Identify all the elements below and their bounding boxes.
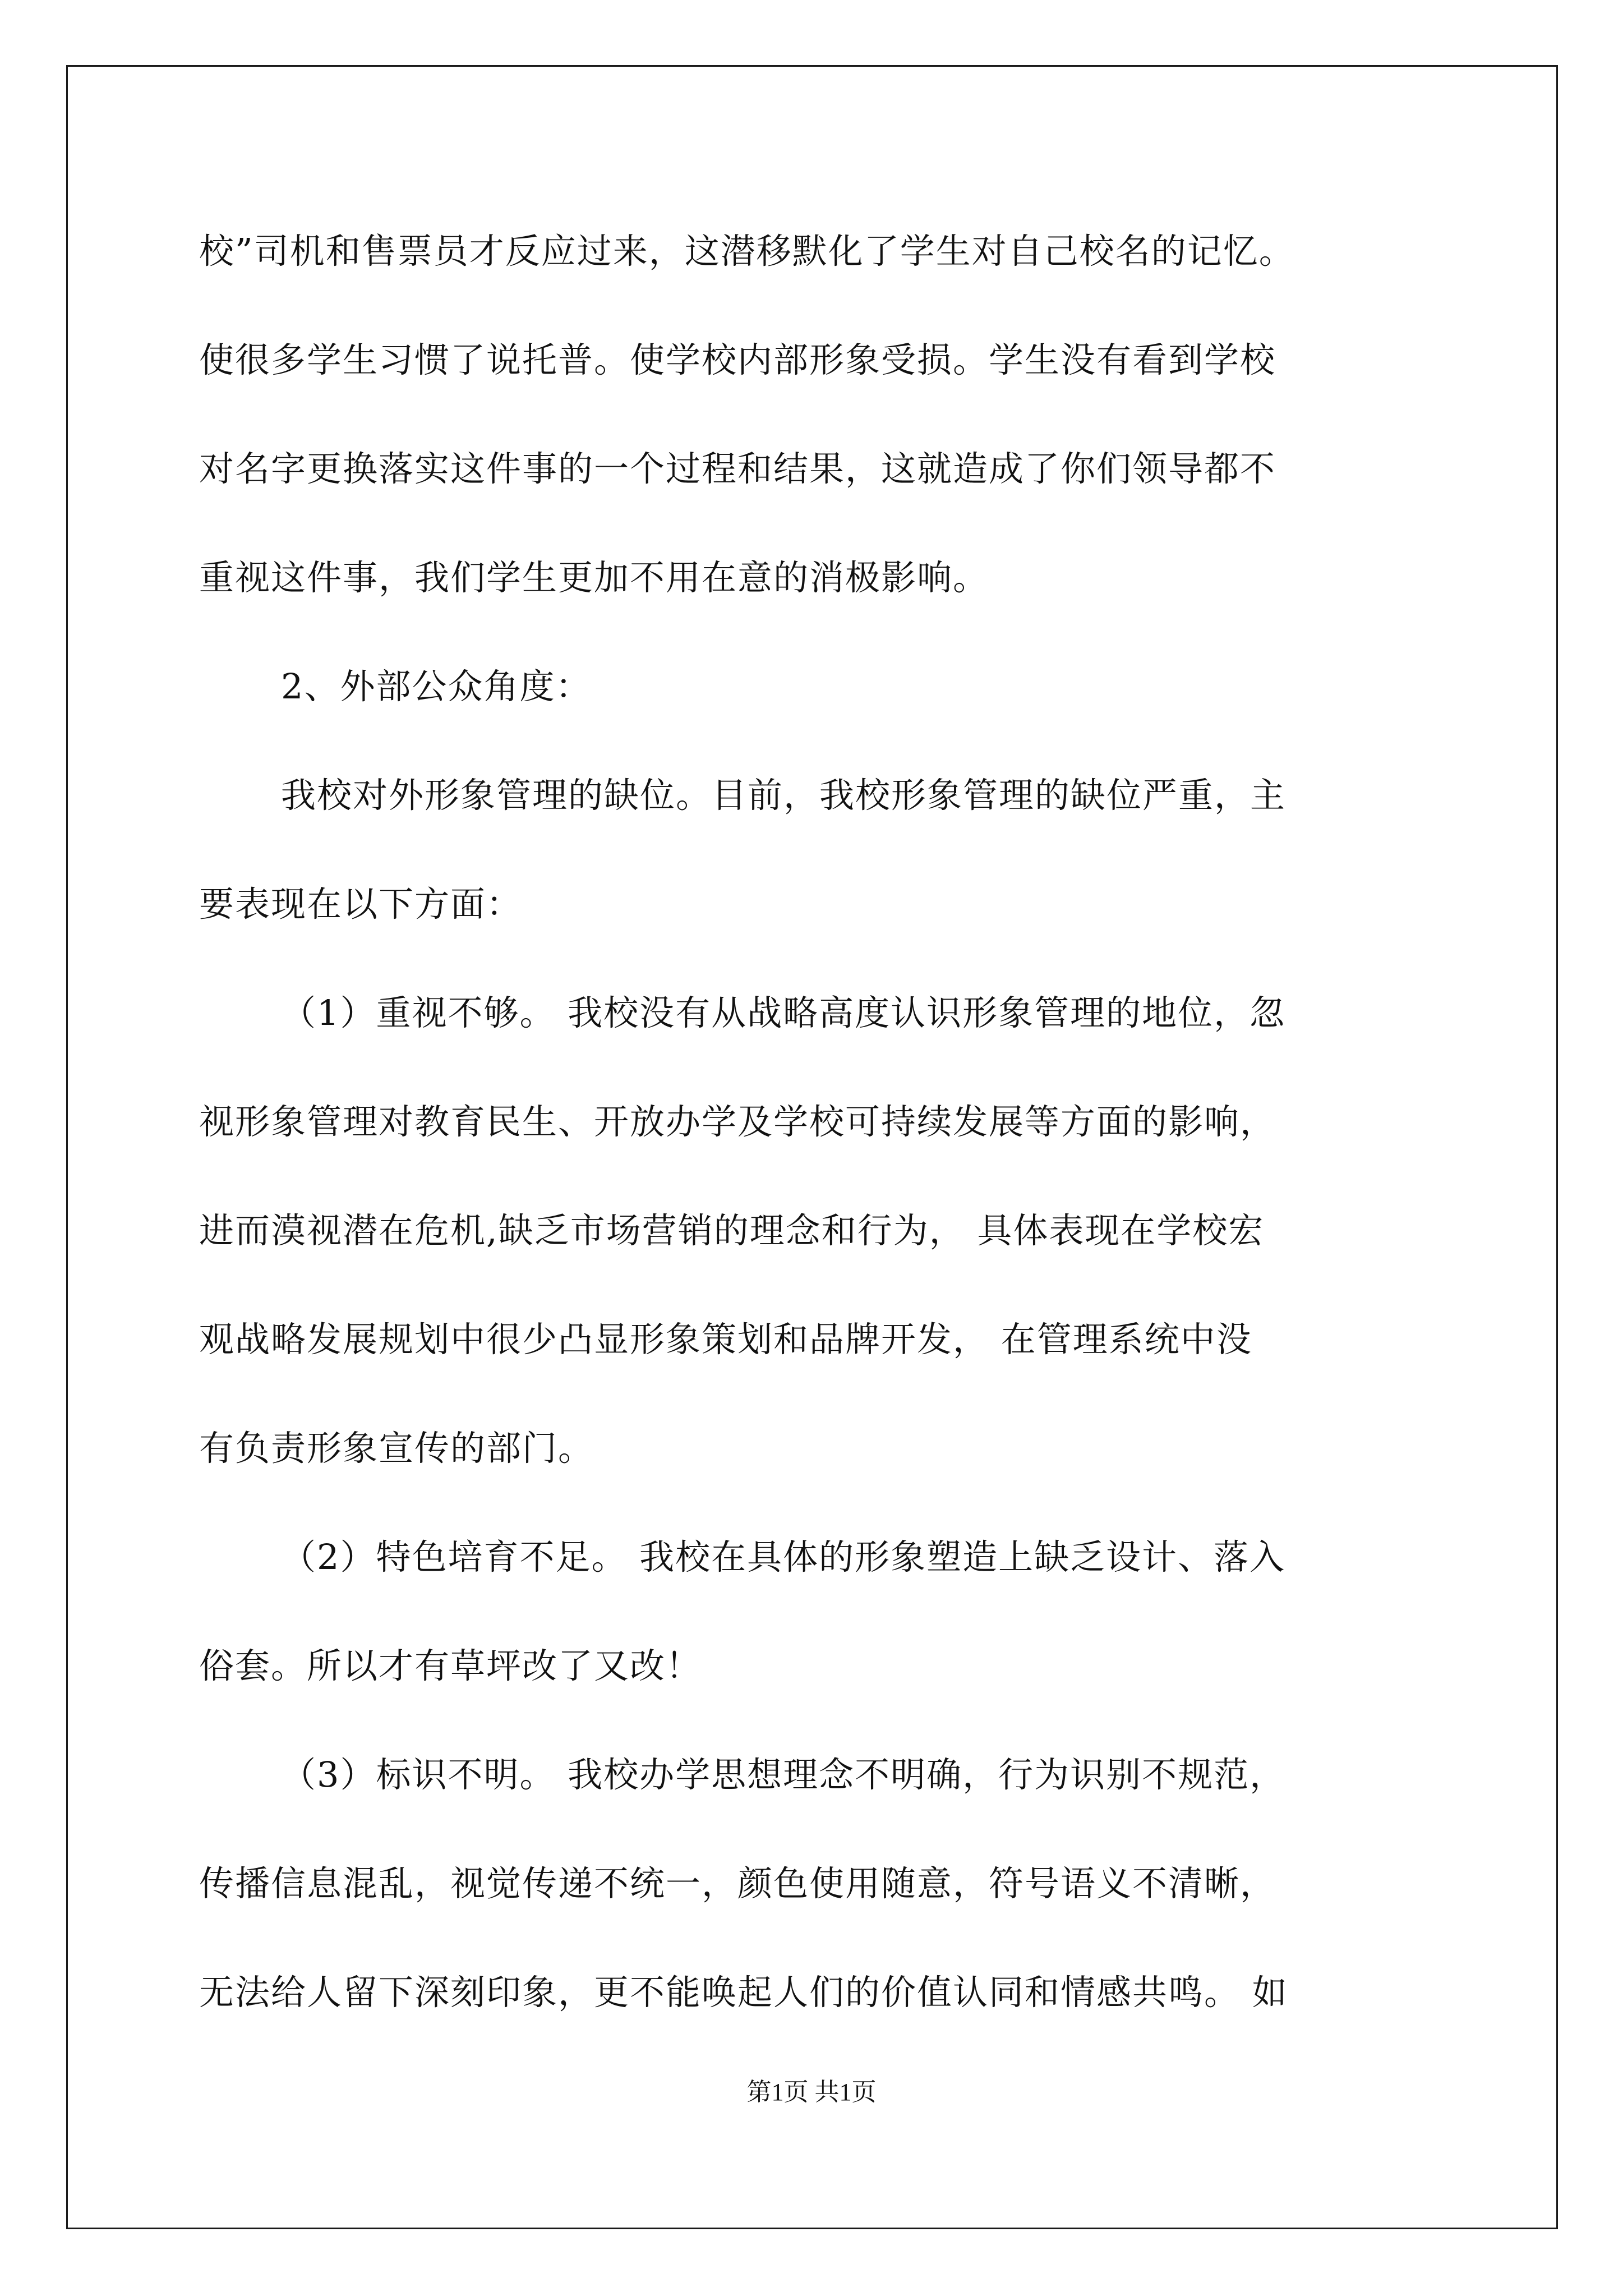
text-line: 传播信息混乱，视觉传递不统一，颜色使用随意，符号语义不清晰，	[199, 1863, 1276, 1904]
text-line: （1）重视不够。 我校没有从战略高度认识形象管理的地位，忽	[281, 992, 1286, 1033]
text-line: （2）特色培育不足。 我校在具体的形象塑造上缺乏设计、落入	[281, 1536, 1286, 1577]
text-line: 视形象管理对教育民生、开放办学及学校可持续发展等方面的影响，	[199, 1101, 1276, 1142]
text-line: （3）标识不明。 我校办学思想理念不明确，行为识别不规范，	[281, 1754, 1286, 1795]
text-line: 使很多学生习惯了说托普。使学校内部形象受损。学生没有看到学校	[199, 339, 1276, 380]
text-line: 观战略发展规划中很少凸显形象策划和品牌开发， 在管理系统中没	[199, 1319, 1252, 1360]
text-line: 俗套。所以才有草坪改了又改！	[199, 1645, 702, 1686]
text-line: 对名字更换落实这件事的一个过程和结果，这就造成了你们领导都不	[199, 448, 1276, 489]
text-line: 重视这件事，我们学生更加不用在意的消极影响。	[199, 557, 989, 598]
text-line: 进而漠视潜在危机,缺乏市场营销的理念和行为， 具体表现在学校宏	[199, 1210, 1265, 1251]
text-line: 校”司机和售票员才反应过来，这潜移默化了学生对自己校名的记忆。	[199, 231, 1295, 272]
text-line: 要表现在以下方面：	[199, 884, 523, 924]
text-line: 我校对外形象管理的缺位。目前，我校形象管理的缺位严重，主	[281, 775, 1287, 816]
text-line: 无法给人留下深刻印象，更不能唤起人们的价值认同和情感共鸣。 如	[199, 1972, 1288, 2013]
text-line: 有负责形象宣传的部门。	[199, 1428, 594, 1469]
section-heading: 2、外部公众角度：	[281, 666, 592, 707]
page-footer: 第1页 共1页	[746, 2078, 877, 2106]
